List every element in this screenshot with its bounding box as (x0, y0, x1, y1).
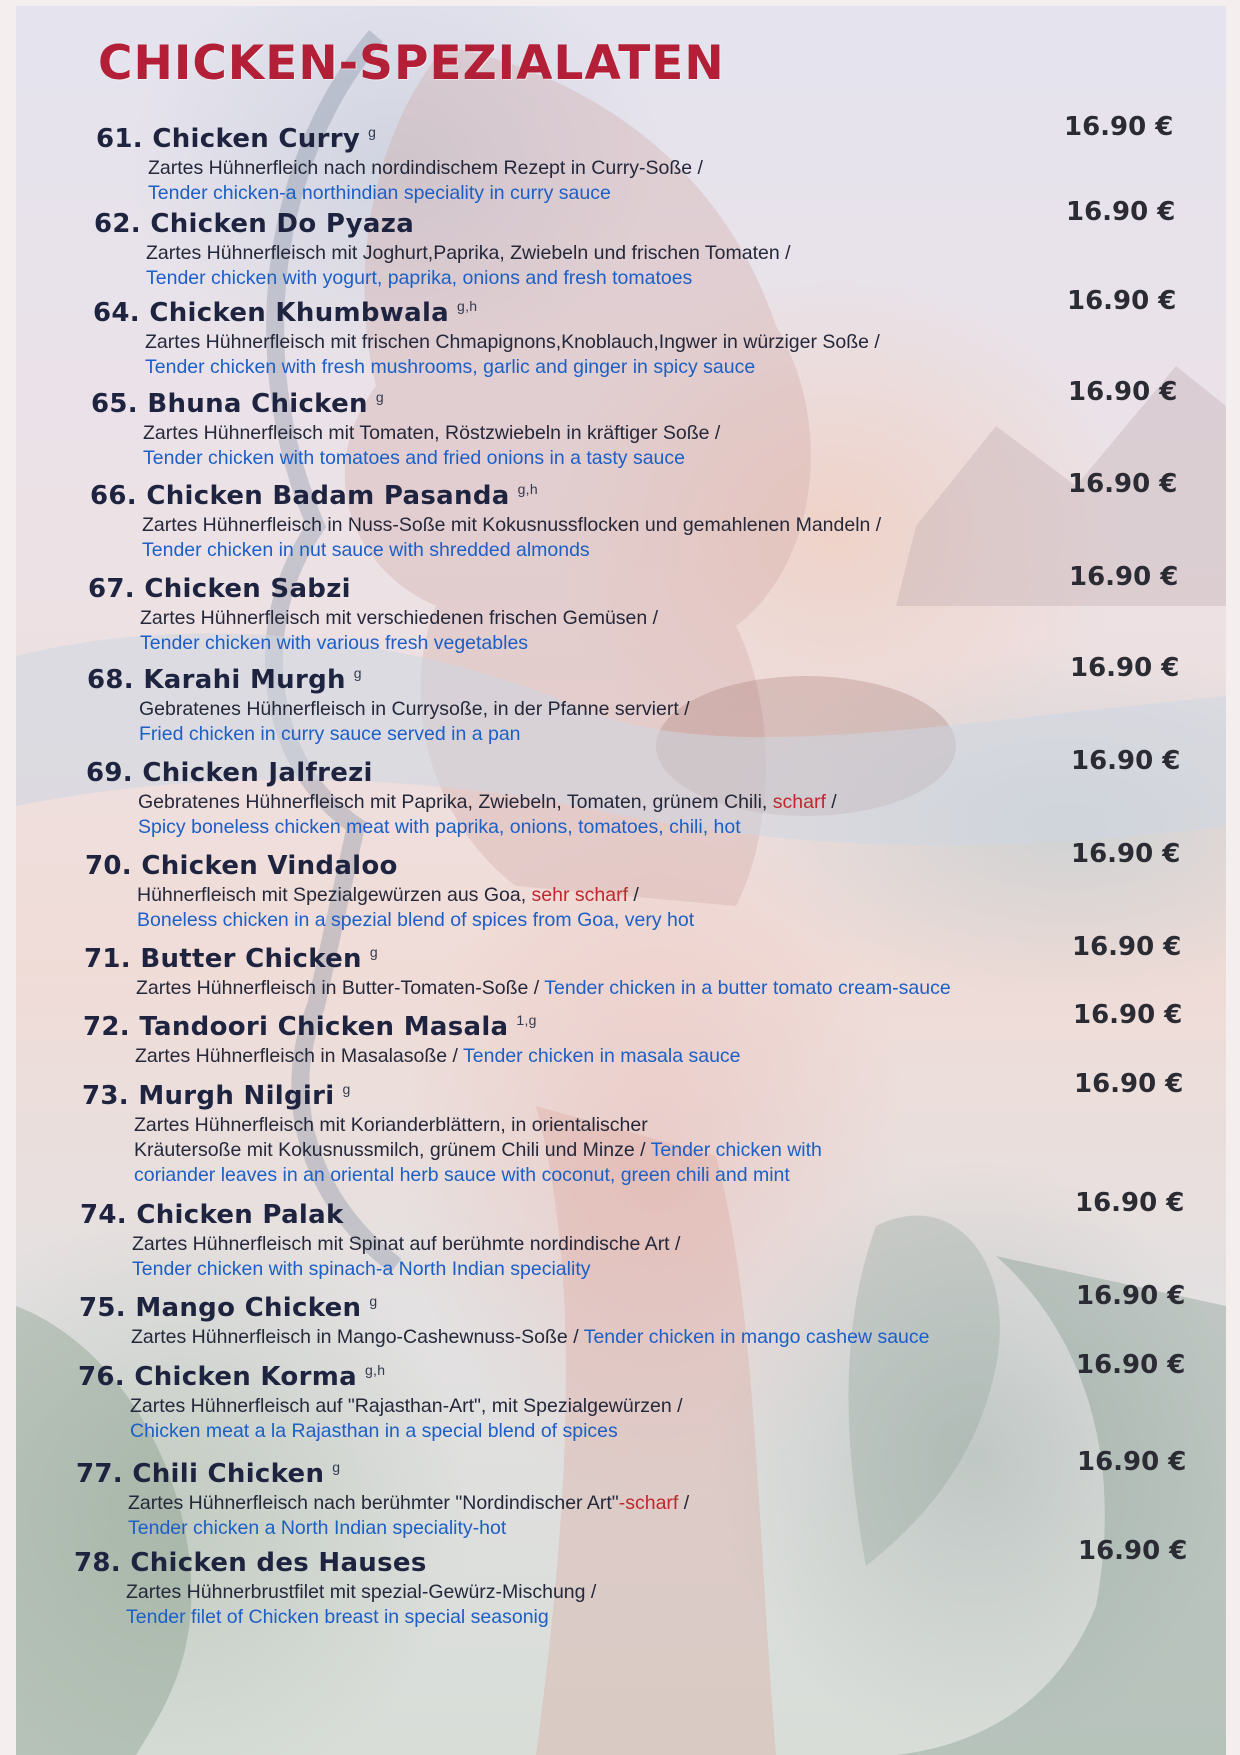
dish-number: 74. (80, 1200, 127, 1230)
english-description: Tender chicken in nut sauce with shredded almonds (142, 539, 590, 561)
german-text: Zartes Hühnerfleich nach nordindischem Rezept in Curry-Soße / (148, 157, 703, 179)
german-description (142, 513, 881, 538)
german-description (132, 1232, 680, 1257)
dish-price: 16.90 € (1069, 562, 1179, 592)
dish-price: 16.90 € (1066, 197, 1176, 227)
dish-name: Bhuna Chicken (147, 389, 368, 419)
dish-price: 16.90 € (1070, 653, 1180, 683)
dish-heading (76, 1459, 340, 1489)
german-description (139, 697, 690, 722)
dish-heading (90, 481, 538, 511)
german-text: Zartes Hühnerfleisch in Masalasoße / (135, 1045, 458, 1067)
dish-number: 73. (82, 1081, 129, 1111)
spicy-label: -scharf (618, 1492, 679, 1514)
german-text: Zartes Hühnerfleisch mit Tomaten, Röstzwiebeln in kräftiger Soße / (143, 422, 721, 444)
german-description (128, 1491, 689, 1516)
allergen-codes: g,h (457, 298, 478, 315)
german-text: Hühnerfleisch mit Spezialgewürzen aus Goa, (137, 884, 527, 906)
dish-number: 72. (83, 1012, 130, 1042)
dish-heading (85, 851, 398, 881)
english-description: Boneless chicken in a spezial blend of spices from Goa, very hot (137, 909, 695, 931)
english-description: Tender chicken with yogurt, paprika, onions and fresh tomatoes (146, 267, 693, 289)
dish-price: 16.90 € (1076, 1281, 1186, 1311)
german-text: Zartes Hühnerbrustfilet mit spezial-Gewürz-Mischung / (126, 1581, 597, 1603)
dish-price: 16.90 € (1077, 1447, 1187, 1477)
german-text: Zartes Hühnerfleisch nach berühmter "Nordindischer Art" (128, 1492, 619, 1514)
dish-name: Chicken Jalfrezi (142, 758, 373, 788)
dish-heading (74, 1548, 427, 1578)
dish-heading (83, 1012, 537, 1042)
dish-heading (96, 124, 376, 154)
german-text: Zartes Hühnerfleisch in Mango-Cashewnuss-Soße / (131, 1326, 579, 1348)
dish-heading (94, 209, 414, 239)
english-description: Tender chicken with spinach-a North Indian speciality (132, 1258, 591, 1280)
german-description: Zartes Hühnerfleisch mit Korianderblättern, in orientalischer (134, 1114, 648, 1136)
dish-name: Chicken Curry (152, 124, 361, 154)
allergen-codes: g (368, 124, 377, 141)
dish-number: 66. (90, 481, 137, 511)
spicy-label: scharf (772, 791, 826, 813)
dish-number: 67. (88, 574, 135, 604)
dish-number: 68. (87, 665, 134, 695)
english-text: Tender chicken in a butter tomato cream-sauce (544, 977, 951, 999)
dish-name: Tandoori Chicken Masala (139, 1012, 509, 1042)
dish-number: 64. (93, 298, 140, 328)
dish-number: 61. (96, 124, 143, 154)
dish-name: Chicken Sabzi (144, 574, 351, 604)
dish-name: Butter Chicken (140, 944, 362, 974)
spicy-label: sehr scharf (531, 884, 628, 906)
dish-price: 16.90 € (1068, 469, 1178, 499)
dish-name: Chicken Badam Pasanda (146, 481, 510, 511)
dish-number: 71. (84, 944, 131, 974)
german-text: Zartes Hühnerfleisch mit Joghurt,Paprika, Zwiebeln und frischen Tomaten / (146, 242, 791, 264)
dish-name: Chicken Vindaloo (141, 851, 398, 881)
allergen-codes: g (353, 665, 362, 682)
dish-price: 16.90 € (1074, 1069, 1184, 1099)
dish-price: 16.90 € (1075, 1188, 1185, 1218)
dish-number: 76. (78, 1362, 125, 1392)
dish-name: Mango Chicken (135, 1293, 362, 1323)
german-text: Gebratenes Hühnerfleisch in Currysoße, in der Pfanne serviert / (139, 698, 690, 720)
menu-page (16, 6, 1226, 1755)
dish-number: 69. (86, 758, 133, 788)
dish-name: Chicken Do Pyaza (150, 209, 415, 239)
german-description (140, 606, 658, 631)
english-text: Tender chicken in mango cashew sauce (583, 1326, 930, 1348)
dish-name: Chicken des Hauses (130, 1548, 427, 1578)
dish-name: Chicken Korma (134, 1362, 357, 1392)
german-text: Zartes Hühnerfleisch auf "Rajasthan-Art", mit Spezialgewürzen / (130, 1395, 683, 1417)
dish-price: 16.90 € (1073, 1000, 1183, 1030)
dish-heading (87, 665, 362, 695)
dish-number: 65. (91, 389, 138, 419)
german-text: Gebratenes Hühnerfleisch mit Paprika, Zwiebeln, Tomaten, grünem Chili, (138, 791, 768, 813)
german-description (138, 790, 837, 815)
allergen-codes: g,h (517, 481, 538, 498)
german-text-end: / (825, 791, 837, 813)
german-text: Zartes Hühnerfleisch mit verschiedenen frischen Gemüsen / (140, 607, 659, 629)
german-description (126, 1580, 596, 1605)
english-description: Tender filet of Chicken breast in special seasonig (126, 1606, 549, 1628)
dish-price: 16.90 € (1078, 1536, 1188, 1566)
german-text: Zartes Hühnerfleisch in Butter-Tomaten-Soße / (136, 977, 540, 999)
dish-price: 16.90 € (1072, 932, 1182, 962)
english-text: Tender chicken with (650, 1139, 822, 1161)
dish-number: 77. (76, 1459, 123, 1489)
dish-price: 16.90 € (1064, 112, 1174, 142)
dish-name: Chicken Khumbwala (149, 298, 450, 328)
dish-price: 16.90 € (1068, 377, 1178, 407)
dish-name: Chili Chicken (132, 1459, 325, 1489)
dish-number: 78. (74, 1548, 121, 1578)
german-description (148, 156, 703, 181)
german-text-end: / (678, 1492, 690, 1514)
german-description (145, 330, 880, 355)
german-description (130, 1394, 683, 1419)
dish-heading (84, 944, 378, 974)
dish-name: Chicken Palak (136, 1200, 344, 1230)
english-description: Chicken meat a la Rajasthan in a special blend of spices (130, 1420, 618, 1442)
dish-number: 62. (94, 209, 141, 239)
allergen-codes: g (342, 1081, 351, 1098)
allergen-codes: g (369, 1293, 378, 1310)
english-description: Fried chicken in curry sauce served in a pan (139, 723, 521, 745)
english-description: Tender chicken-a northindian speciality in curry sauce (148, 182, 611, 204)
german-text: Zartes Hühnerfleisch in Nuss-Soße mit Kokusnussflocken und gemahlenen Mandeln / (142, 514, 882, 536)
german-description (137, 883, 639, 908)
german-text: Zartes Hühnerfleisch mit frischen Chmapignons,Knoblauch,Ingwer in würziger Soße / (145, 331, 880, 353)
dish-price: 16.90 € (1071, 746, 1181, 776)
description-line (136, 976, 951, 1001)
dish-heading (79, 1293, 377, 1323)
dish-name: Murgh Nilgiri (138, 1081, 335, 1111)
dish-price: 16.90 € (1067, 286, 1177, 316)
allergen-codes: g,h (364, 1362, 386, 1379)
dish-heading (86, 758, 373, 788)
german-text: Kräutersoße mit Kokusnussmilch, grünem Chili und Minze / (134, 1139, 646, 1161)
dish-name: Karahi Murgh (143, 665, 346, 695)
dish-number: 75. (79, 1293, 126, 1323)
menu-section-title: CHICKEN-SPEZIALATEN (98, 36, 725, 91)
description-line (131, 1325, 930, 1350)
allergen-codes: 1,g (516, 1012, 537, 1029)
english-description: Spicy boneless chicken meat with paprika, onions, tomatoes, chili, hot (138, 816, 741, 838)
german-description (134, 1138, 822, 1163)
english-description: Tender chicken a North Indian speciality-hot (128, 1517, 507, 1539)
dish-price: 16.90 € (1076, 1350, 1186, 1380)
german-text-end: / (628, 884, 639, 906)
allergen-codes: g (332, 1459, 341, 1476)
dish-heading (93, 298, 477, 328)
dish-number: 70. (85, 851, 132, 881)
description-line (135, 1044, 741, 1069)
german-description (146, 241, 791, 266)
dish-heading (78, 1362, 385, 1392)
german-description (143, 421, 720, 446)
english-description: Tender chicken with tomatoes and fried onions in a tasty sauce (143, 447, 685, 469)
dish-heading (80, 1200, 344, 1230)
english-text: Tender chicken in masala sauce (463, 1045, 741, 1067)
allergen-codes: g (369, 944, 378, 961)
allergen-codes: g (375, 389, 384, 406)
english-description: Tender chicken with fresh mushrooms, garlic and ginger in spicy sauce (145, 356, 756, 378)
english-description: Tender chicken with various fresh vegetables (140, 632, 529, 654)
dish-heading (91, 389, 384, 419)
german-text: Zartes Hühnerfleisch mit Spinat auf berühmte nordindische Art / (132, 1233, 681, 1255)
dish-heading (88, 574, 351, 604)
dish-price: 16.90 € (1071, 839, 1181, 869)
english-description: coriander leaves in an oriental herb sauce with coconut, green chili and mint (134, 1164, 790, 1186)
dish-heading (82, 1081, 351, 1111)
